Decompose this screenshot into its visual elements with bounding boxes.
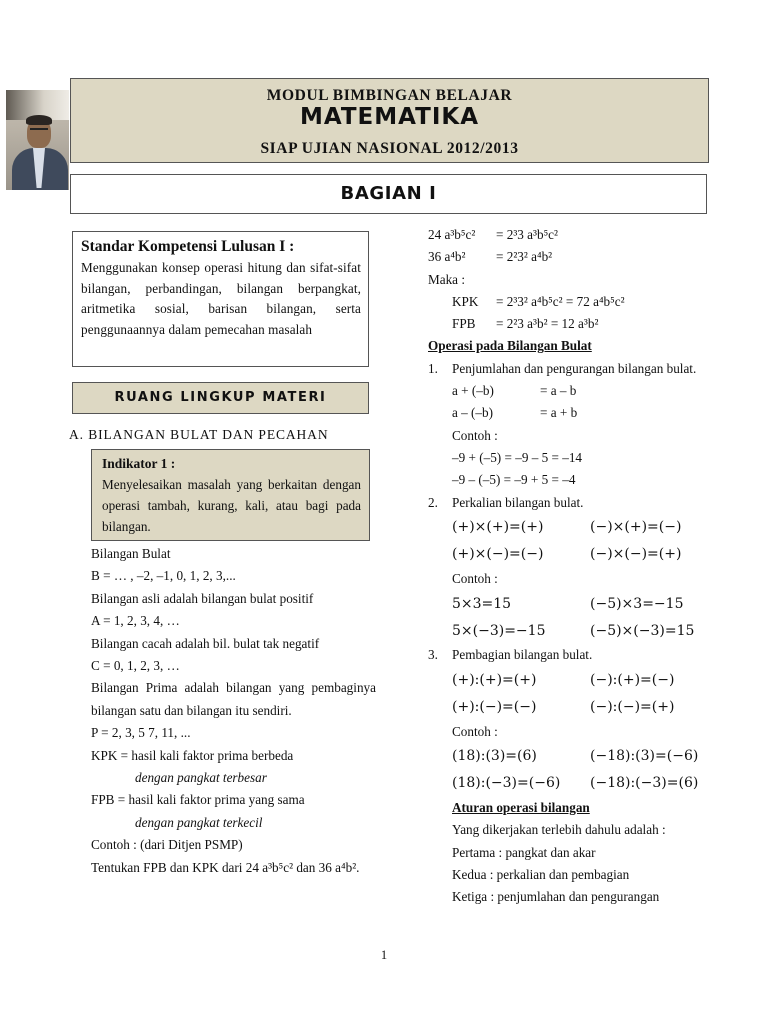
text-line: Kedua : perkalian dan pembagian: [452, 866, 630, 882]
competency-title: Standar Kompetensi Lulusan I :: [81, 238, 295, 255]
example-line: –9 – (–5) = –9 + 5 = –4: [452, 472, 576, 488]
indicator-box: [91, 449, 370, 541]
page-number: 1: [380, 948, 388, 962]
text-line: dengan pangkat terkecil: [135, 814, 263, 830]
example-label: Contoh :: [452, 723, 498, 739]
fpb-row: FPB = 2²3 a³b² = 12 a³b²: [452, 316, 599, 332]
heading-operation-order: Aturan operasi bilangan: [452, 800, 590, 816]
text-line: FPB = hasil kali faktor prima yang sama: [91, 792, 305, 808]
rule-row: a + (–b) = a – b: [452, 383, 577, 399]
module-title: MATEMATIKA: [299, 104, 480, 130]
text-line: Bilangan Bulat: [91, 546, 171, 561]
example-label: Contoh :: [452, 571, 498, 587]
text-line: Contoh : (dari Ditjen PSMP): [91, 837, 243, 853]
text-line: C = 0, 1, 2, 3, …: [91, 658, 180, 674]
factor-row: 36 a⁴b² = 2²3² a⁴b²: [428, 249, 553, 265]
heading-integer-operations: Operasi pada Bilangan Bulat: [428, 338, 592, 354]
rule-row: a – (–b) = a + b: [452, 405, 578, 421]
prime-definition: Bilangan Prima adalah bilangan yang pembaginya bilangan satu dan bilangan itu sendiri.: [91, 680, 376, 718]
scope-heading: RUANG LINGKUP MATERI: [72, 382, 369, 414]
competency-text: Menggunakan konsep operasi hitung dan sifat-sifat bilangan, perbandingan, bilangan berpangkat, aritmetika sosial, barisan bilangan, serta penggunaannya dalam pemecahan masalah: [81, 260, 361, 338]
example-label: Contoh :: [452, 427, 498, 443]
exam-title: SIAP UJIAN NASIONAL 2012/2013: [260, 140, 519, 157]
text-line: KPK = hasil kali faktor prima berbeda: [91, 747, 294, 763]
text-line: dengan pangkat terbesar: [135, 770, 267, 786]
text-line: Bilangan asli adalah bilangan bulat positif: [91, 590, 314, 606]
author-photo: [6, 90, 69, 190]
text-line: P = 2, 3, 5 7, 11, ...: [91, 725, 191, 741]
indicator-title: Indikator 1 :: [102, 456, 176, 471]
example-row: (18):(3)=(6) (−18):(3)=(−6): [452, 748, 699, 765]
module-subtitle: MODUL BIMBINGAN BELAJAR: [266, 87, 513, 104]
factor-row: 24 a³b⁵c² = 2³3 a³b⁵c²: [428, 227, 558, 242]
text-line: B = … , –2, –1, 0, 1, 2, 3,...: [91, 568, 236, 584]
text-line: Ketiga : penjumlahan dan pengurangan: [452, 889, 660, 905]
example-question: Tentukan FPB dan KPK dari 24 a³b⁵c² dan 36 a⁴b².: [91, 859, 360, 875]
example-row: (18):(−3)=(−6) (−18):(−3)=(6): [452, 775, 699, 792]
text-line: Maka :: [428, 271, 465, 287]
section-title: BAGIAN I: [70, 174, 707, 214]
text-line: Pertama : pangkat dan akar: [452, 844, 596, 860]
example-line: –9 + (–5) = –9 – 5 = –14: [452, 450, 583, 466]
list-item: 2. Perkalian bilangan bulat.: [428, 494, 584, 510]
text-line: Yang dikerjakan terlebih dahulu adalah :: [452, 822, 666, 838]
sign-rule-row: (+)×(+)=(+) (−)×(+)=(−): [452, 519, 682, 536]
right-column: [428, 224, 710, 909]
text-line: Bilangan cacah adalah bil. bulat tak negatif: [91, 635, 320, 651]
sign-rule-row: (+)×(−)=(−) (−)×(−)=(+): [452, 546, 682, 563]
list-item: 1. Penjumlahan dan pengurangan bilangan bulat.: [428, 360, 697, 376]
text-line: A = 1, 2, 3, 4, …: [91, 613, 180, 629]
left-column: [91, 543, 376, 879]
example-row: 5×(−3)=−15 (−5)×(−3)=15: [452, 622, 695, 639]
module-title-box: [70, 78, 709, 163]
sign-rule-row: (+):(−)=(−) (−):(−)=(+): [452, 699, 675, 716]
competency-box: [72, 231, 369, 367]
sign-rule-row: (+):(+)=(+) (−):(+)=(−): [452, 672, 675, 689]
section-a-heading: A. BILANGAN BULAT DAN PECAHAN: [69, 427, 329, 442]
example-row: 5×3=15 (−5)×3=−15: [452, 595, 684, 612]
list-item: 3. Pembagian bilangan bulat.: [428, 647, 593, 663]
indicator-text: Menyelesaikan masalah yang berkaitan dengan operasi tambah, kurang, kali, atau bagi pada bilangan.: [102, 477, 361, 534]
kpk-row: KPK = 2³3² a⁴b⁵c² = 72 a⁴b⁵c²: [452, 293, 625, 309]
